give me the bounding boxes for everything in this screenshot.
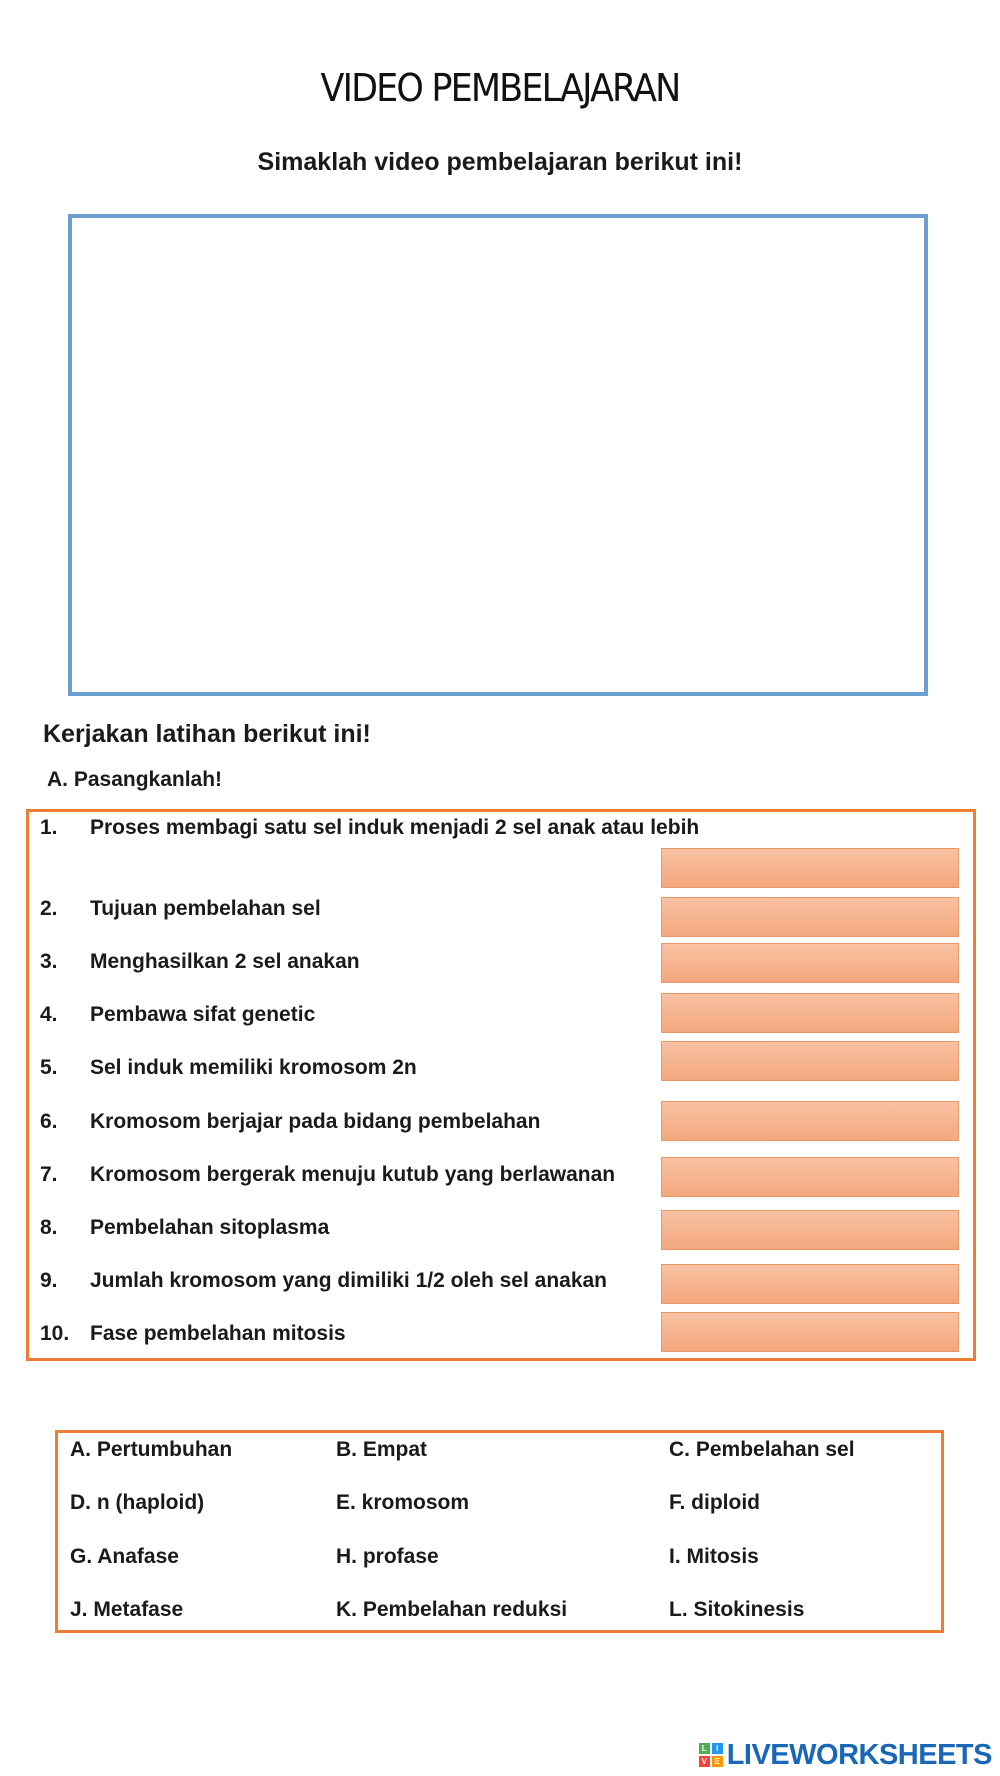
option-i[interactable]: I. Mitosis	[669, 1545, 759, 1568]
question-text: Fase pembelahan mitosis	[90, 1322, 346, 1345]
answer-dropbox-8[interactable]	[661, 1210, 959, 1250]
answer-dropbox-3[interactable]	[661, 943, 959, 983]
option-a[interactable]: A. Pertumbuhan	[70, 1438, 233, 1461]
question-text: Proses membagi satu sel induk menjadi 2 sel anak atau lebih	[90, 816, 700, 839]
option-l[interactable]: L. Sitokinesis	[669, 1598, 805, 1621]
option-j[interactable]: J. Metafase	[70, 1598, 184, 1621]
question-number: 3.	[40, 950, 58, 973]
answer-dropbox-10[interactable]	[661, 1312, 959, 1352]
option-c[interactable]: C. Pembelahan sel	[669, 1438, 855, 1461]
question-text: Menghasilkan 2 sel anakan	[90, 950, 360, 973]
page-subtitle: Simaklah video pembelajaran berikut ini!	[257, 148, 743, 176]
question-number: 4.	[40, 1003, 58, 1026]
option-h[interactable]: H. profase	[336, 1545, 439, 1568]
question-text: Sel induk memiliki kromosom 2n	[90, 1056, 417, 1079]
question-text: Pembelahan sitoplasma	[90, 1216, 330, 1239]
option-g[interactable]: G. Anafase	[70, 1545, 179, 1568]
question-number: 10.	[40, 1322, 70, 1345]
question-text: Tujuan pembelahan sel	[90, 897, 321, 920]
question-text: Jumlah kromosom yang dimiliki 1/2 oleh sel anakan	[90, 1269, 608, 1292]
question-number: 7.	[40, 1163, 58, 1186]
answer-dropbox-9[interactable]	[661, 1264, 959, 1304]
question-text: Kromosom bergerak menuju kutub yang berlawanan	[90, 1163, 616, 1186]
question-number: 6.	[40, 1110, 58, 1133]
answer-dropbox-6[interactable]	[661, 1101, 959, 1141]
answer-dropbox-5[interactable]	[661, 1041, 959, 1081]
answer-dropbox-2[interactable]	[661, 897, 959, 937]
option-d[interactable]: D. n (haploid)	[70, 1491, 205, 1514]
logo-text: LIVEWORKSHEETS	[726, 1738, 992, 1771]
video-player[interactable]	[68, 214, 928, 696]
question-text: Pembawa sifat genetic	[90, 1003, 316, 1026]
answer-dropbox-4[interactable]	[661, 993, 959, 1033]
question-number: 9.	[40, 1269, 58, 1292]
question-text: Kromosom berjajar pada bidang pembelahan	[90, 1110, 541, 1133]
question-number: 5.	[40, 1056, 58, 1079]
page-title: VIDEO PEMBELAJARAN	[320, 66, 680, 110]
answer-dropbox-1[interactable]	[661, 848, 959, 888]
option-f[interactable]: F. diploid	[669, 1491, 760, 1514]
liveworksheets-logo-icon: L I V E	[699, 1743, 723, 1767]
question-number: 2.	[40, 897, 58, 920]
exercise-heading: Kerjakan latihan berikut ini!	[43, 720, 371, 748]
option-e[interactable]: E. kromosom	[336, 1491, 470, 1514]
section-label: A. Pasangkanlah!	[47, 768, 223, 791]
question-number: 8.	[40, 1216, 58, 1239]
option-k[interactable]: K. Pembelahan reduksi	[336, 1598, 568, 1621]
option-b[interactable]: B. Empat	[336, 1438, 428, 1461]
liveworksheets-logo[interactable]	[699, 1740, 992, 1770]
answer-dropbox-7[interactable]	[661, 1157, 959, 1197]
question-number: 1.	[40, 816, 58, 839]
